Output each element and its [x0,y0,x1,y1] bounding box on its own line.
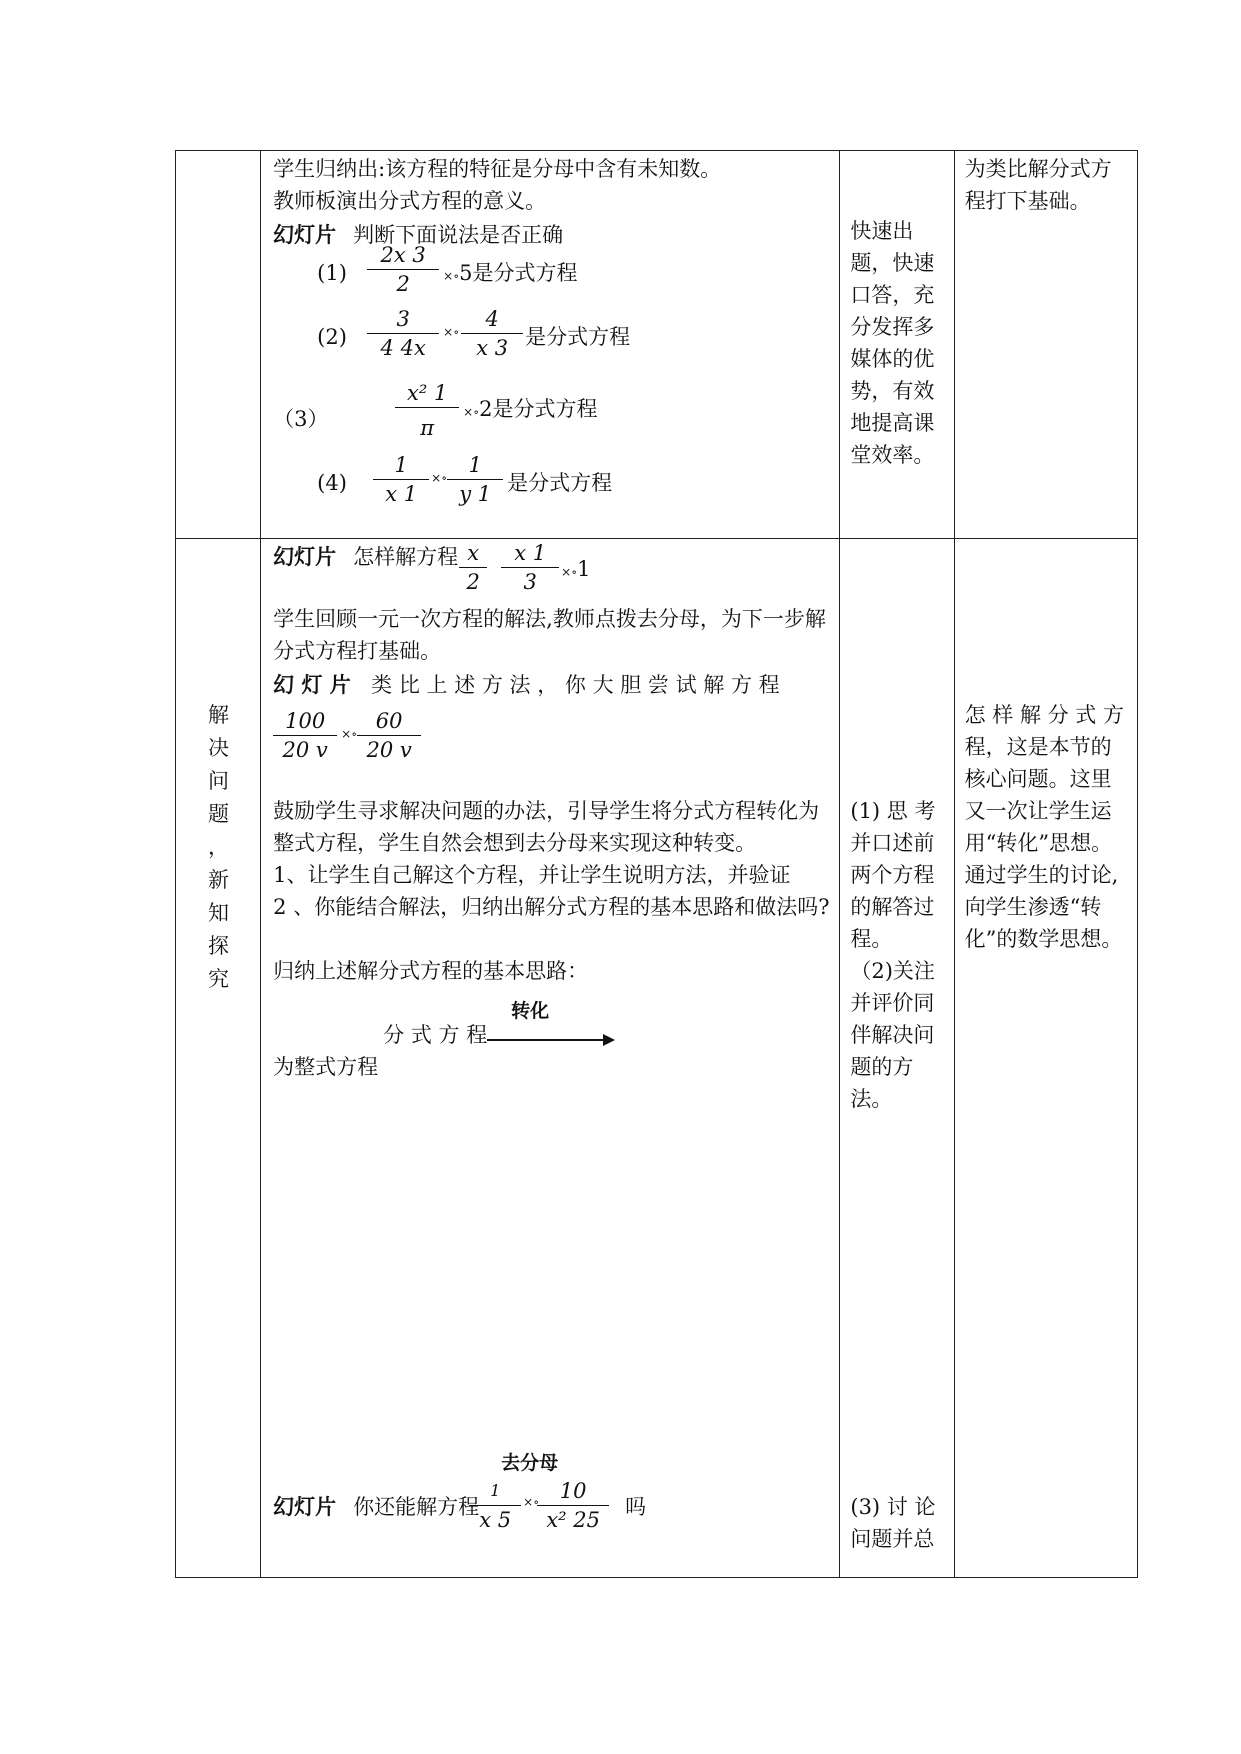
flow-label: 去分母 [501,1452,559,1474]
table-row [176,151,1138,539]
fraction [461,305,523,362]
stage-char: 究 [208,967,229,991]
fraction [447,451,503,508]
content-cell [261,539,840,1578]
flow-arrow-line [487,1039,605,1041]
item-number: (1) [317,261,347,285]
item-number: (2) [317,325,347,349]
flow-label: 转化 [511,1000,550,1022]
operator-mark: ×∘ [523,1495,540,1509]
numerator: x² 1 [395,379,459,408]
activity-text: （2)关注并评价同伴解决问题的方法。 [850,959,935,1111]
numerator: 1 [373,451,429,480]
slide-prompt: 怎样解方程 [353,545,459,569]
denominator: π [420,416,435,440]
slide-prompt: 类 比 上 述 方 法 ， 你 大 胆 尝 试 解 方 程 [371,673,780,697]
denominator: x 1 [385,482,418,506]
operator-mark: ×∘ [443,325,460,339]
item-rest: 是分式方程 [507,471,613,495]
intent-text: 怎 样 解 分 式 方程，这是本节的核心问题。这里又一次让学生运用“转化”思想。通过学生的讨论,向学生渗透“转化”的数学思想。 [964,703,1124,951]
paragraph: 学生回顾一元一次方程的解法,教师点拨去分母，为下一步解分式方程打基础。 [273,607,826,663]
numerator: x [459,539,487,568]
slide-label: 幻灯片 [273,1495,337,1519]
intent-cell [954,151,1137,539]
arrow-right-icon [603,1034,615,1046]
stage-char: 题 [208,802,229,826]
list-item: 1、让学生自己解这个方程，并让学生说明方法，并验证 [273,863,791,887]
summary-text: 归纳上述解分式方程的基本思路： [273,959,589,983]
denominator: x 5 [479,1508,512,1532]
numerator: 3 [367,305,439,334]
fraction [367,241,439,298]
item-rest: ×∘2是分式方程 [463,397,598,421]
fraction [367,305,439,362]
fraction [357,707,421,764]
stage-char: 问 [208,769,229,793]
activity-cell [840,151,954,539]
slide-label: 幻灯片 [273,223,337,247]
denominator: 20 v [366,738,412,762]
denominator: 3 [523,570,537,594]
text-line: 学生归纳出:该方程的特征是分母中含有未知数。 [273,157,722,181]
numerator: 2x 3 [367,241,439,270]
stage-char: 解 [208,703,229,727]
numerator: 100 [273,707,337,736]
fraction [395,379,459,442]
denominator: x² 25 [546,1508,600,1532]
item-rest: 是分式方程 [525,325,631,349]
activity-text: (3) 讨 论 问题并总 [850,1495,936,1551]
list-item: 2 、你能结合解法，归纳出解分式方程的基本思路和做法吗? [273,895,830,919]
denominator: 2 [396,272,410,296]
stage-char: 知 [208,901,229,925]
item-number: (4) [317,471,347,495]
item-number: （3） [273,407,329,431]
numerator: 1 [447,451,503,480]
slide-prompt: 判断下面说法是否正确 [353,223,564,247]
content-cell [261,151,840,539]
activity-text: (1) 思 考 并口述前两个方程的解答过程。 [850,799,936,951]
slide-prompt: 你还能解方程 [353,1495,480,1519]
intent-cell [954,539,1137,1578]
denominator: y 1 [459,482,492,506]
fraction [273,707,337,764]
lesson-plan-table [175,150,1138,1578]
denominator: x 3 [476,336,509,360]
numerator: 1 [469,1477,521,1506]
item-rest: ×∘5是分式方程 [443,261,578,285]
stage-char: 决 [208,736,229,760]
table-row [176,539,1138,1578]
stage-char: ， [208,835,229,859]
denominator: 2 [466,570,480,594]
intent-text: 为类比解分式方程打下基础。 [964,157,1112,213]
fraction [459,539,487,596]
operator-mark: ×∘ [341,727,358,741]
equation-tail: 吗 [625,1495,647,1519]
activity-text: 快速出题，快速口答，充分发挥多媒体的优势，有效地提高课堂效率。 [850,219,935,467]
flow-to: 为整式方程 [273,1055,379,1079]
fraction [537,1477,609,1534]
flow-from: 分 式 方 程 [383,1023,488,1047]
stage-char: 探 [208,934,229,958]
fraction [373,451,429,508]
stage-cell-empty [176,151,261,539]
paragraph: 鼓励学生寻求解决问题的办法，引导学生将分式方程转化为整式方程，学生自然会想到去分母来实现这种转变。 [273,799,820,855]
fraction [501,539,559,596]
text-line: 教师板演出分式方程的意义。 [273,189,547,213]
numerator: 60 [357,707,421,736]
numerator: x 1 [501,539,559,568]
denominator: 4 4x [380,336,426,360]
denominator: 20 v [282,738,328,762]
operator-mark: ×∘ [431,471,448,485]
slide-label: 幻灯片 [273,545,337,569]
activity-cell [840,539,954,1578]
numerator: 4 [461,305,523,334]
fraction [469,1477,521,1534]
numerator: 10 [537,1477,609,1506]
equation-rhs: ×∘1 [561,557,591,581]
slide-label: 幻 灯 片 [273,673,351,697]
stage-char: 新 [208,868,229,892]
stage-cell [176,539,261,1578]
